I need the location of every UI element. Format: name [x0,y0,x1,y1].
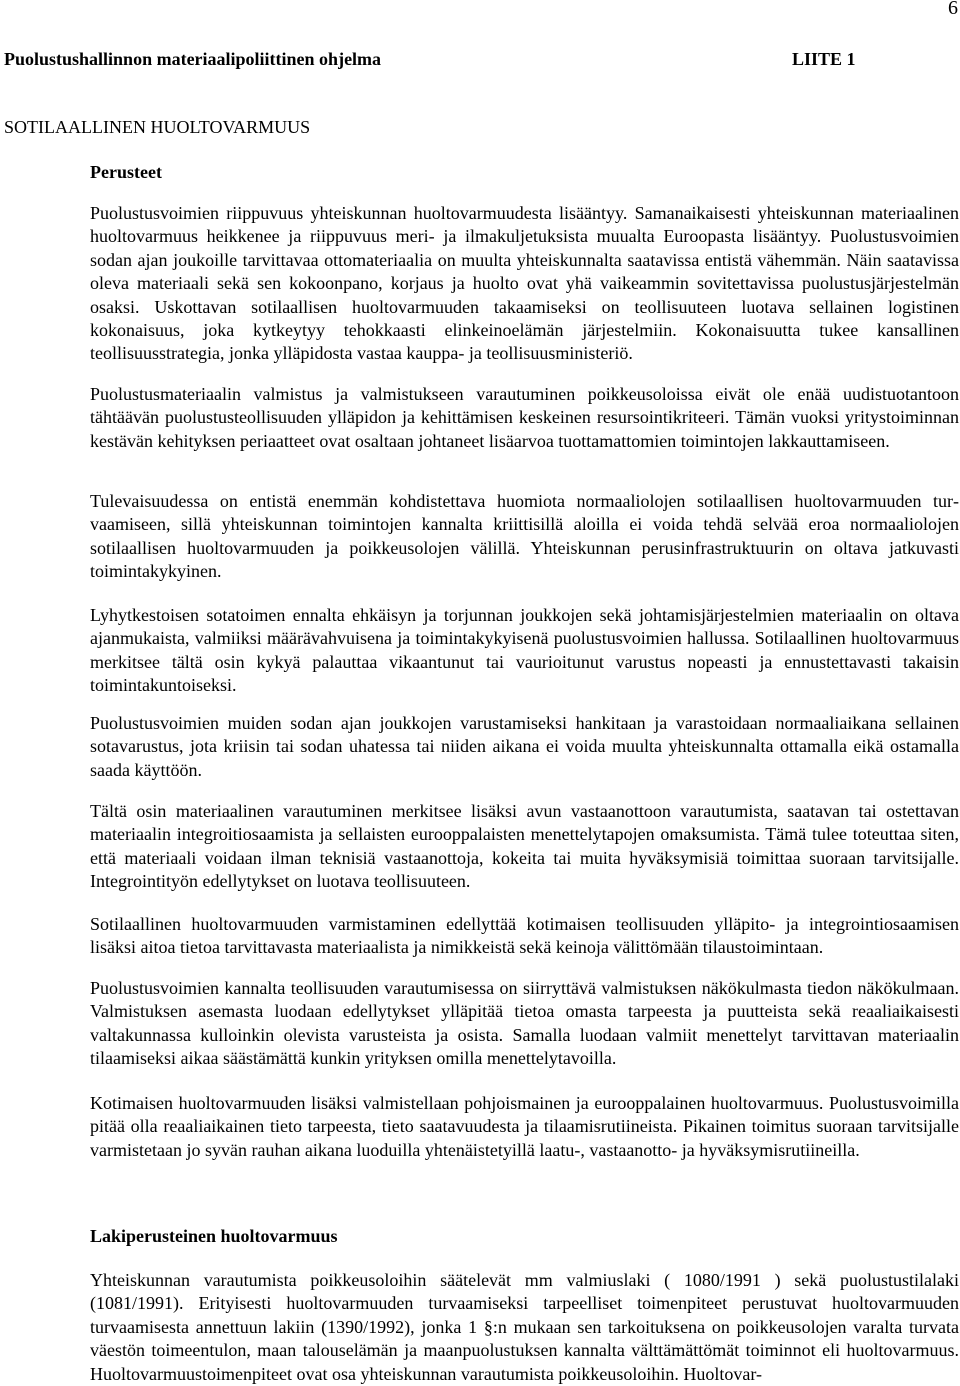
section-title: SOTILAALLINEN HUOLTOVARMUUS [4,117,311,137]
paragraph: Puolustusvoimien muiden sodan ajan joukkojen varustamiseksi hankitaan ja varastoidaan normaaliaikana sellainen sotavarustus, jota kriisin tai sodan uhatessa tai niiden aikana ei voida muulta yhteiskunnalta ottamalla eikä ostamalla saada käyttöön. [90,713,959,780]
paragraph: Puolustusmateriaalin valmistus ja valmistukseen varautuminen poikkeusoloissa eivät ole enää uudistuotantoon tähtäävän puolustusteollisuuden ylläpidon ja kehittämisen keskeinen resursointikriteeri. Tämän vuoksi yritystoiminnan kestävän kehityksen periaatteet ovat osaltaan johtaneet lisäarvoa tuottamattomien toimintojen lakkauttamiseen. [90,384,959,451]
paragraph: Tältä osin materiaalinen varautuminen merkitsee lisäksi avun vastaanottoon varautumista, saatavan tai ostettavan materiaalin integroitiosaamista ja sellaisten eurooppalaisten menettelytapojen omaksumista. Tämä tulee toteuttaa siten, että materiaali voidaan ilman teknisiä vastaanottoja, kokeita tai muita hyväksymisiä toimittaa suoraan tarvitsijalle. Integrointityön edellytykset on luotava teollisuuteen. [90,801,959,892]
paragraph: Yhteiskunnan varautumista poikkeusoloihin säätelevät mm valmiuslaki ( 1080/1991 ) sekä puolustustilalaki (1081/1991). Erityisesti huoltovarmuuden turvaamiseksi tarpeelliset toimenpiteet perustuvat huoltovarmuuden turvaamisesta annettuun lakiin (1390/1992), jonka 1 §:n mukaan sen tarkoituksena on poikkeusolojen varalta turvata väestön toimeentulon, maan talouselämän ja maanpuolustuksen kannalta välttämättömät toiminnot eli huoltovarmuus. Huoltovarmuustoimenpiteet ovat osa yhteiskunnan varautumista poikkeusoloihin. Huoltovar- [90,1270,959,1384]
paragraph: Kotimaisen huoltovarmuuden lisäksi valmistellaan pohjoismainen ja eurooppalainen huoltovarmuus. Puolustusvoimilla pitää olla reaaliaikainen tieto tarpeesta, tieto saatavuudesta ja tilaamisrutiineista. Pikainen toimitus suoraan tarvitsijalle varmistetaan jo syvän rauhan aikana luoduilla yhtenäistetyillä laatu-, vastaanotto- ja hyväksymisrutiineilla. [90,1093,959,1160]
paragraph: Puolustusvoimien riippuvuus yhteiskunnan huoltovarmuudesta lisääntyy. Samanaikaisesti yhteiskunnan materiaalinen huoltovarmuus heikkenee ja riippuvuus meri- ja ilmakuljetuksista muualta Euroopasta lisääntyy. Puolustusvoimien sodan ajan joukoille tarvittavaa ottomateriaalia on muulta yhteiskunnalta saatavissa entistä vähemmän. Näin saatavissa oleva materiaali sekä sen kokoonpano, korjaus ja huolto ovat yhä vaikeammin sovitettavissa puolustusjärjestelmän osaksi. Uskottavan sotilaallisen huoltovarmuuden takaamiseksi on teollisuuteen luotava sellainen logistinen kokonaisuus, joka kytkeytyy tehokkaasti elinkeinoelämän järjestelmiin. Kokonaisuutta tukee kansallinen teollisuusstrategia, jonka ylläpidosta vastaa kauppa- ja teollisuusministeriö. [90,203,959,364]
page-number: 6 [948,0,958,19]
header-title: Puolustushallinnon materiaalipoliittinen ohjelma [4,49,382,69]
paragraph: Tulevaisuudessa on entistä enemmän kohdistettava huomiota normaaliolojen sotilaallisen huoltovarmuuden turvaamiseen, sillä yhteiskunnan toimintojen kannalta kriittisillä aloilla ei voida tehdä selvää eroa normaaliolojen sotilaallisen huoltovarmuuden ja poikkeusolojen välillä. Yhteiskunnan perusinfrastruktuurin on oltava jatkuvasti toimintakykyinen. [90,491,959,582]
subheading-perusteet: Perusteet [90,162,162,182]
subheading-lakiperusteinen: Lakiperusteinen huoltovarmuus [90,1226,338,1246]
header-appendix-label: LIITE 1 [792,49,856,69]
paragraph: Lyhytkestoisen sotatoimen ennalta ehkäisyn ja torjunnan joukkojen sekä johtamisjärjestelmien materiaalin on oltava ajanmukaista, valmiiksi määrävahvuisena ja toimintakykyisenä puolustusvoimien hallussa. Sotilaallinen huoltovarmuus merkitsee tältä osin kykyä palauttaa vikaantunut tai vaurioitunut varustus nopeasti ja ennustettavasti takaisin toimintakuntoiseksi. [90,605,959,696]
paragraph: Puolustusvoimien kannalta teollisuuden varautumisessa on siirryttävä valmistuksen näkökulmasta tiedon näkökulmaan. Valmistuksen asemasta luodaan edellytykset ylläpitää tietoa omasta tarpeesta ja puutteista sekä reaaliaikaisesti valtakunnassa kulloinkin olevista varusteista ja osista. Samalla luodaan valmiit menettelyt tarvittavan materiaalin tilaamiseksi aikaa säästämättä kunkin yrityksen omilla menettelytavoilla. [90,978,959,1069]
paragraph: Sotilaallinen huoltovarmuuden varmistaminen edellyttää kotimaisen teollisuuden ylläpito- ja integrointiosaamisen lisäksi aitoa tietoa tarvittavasta materiaalista ja nimikkeistä sekä keinoja välittömään tilaustoimintaan. [90,914,959,958]
